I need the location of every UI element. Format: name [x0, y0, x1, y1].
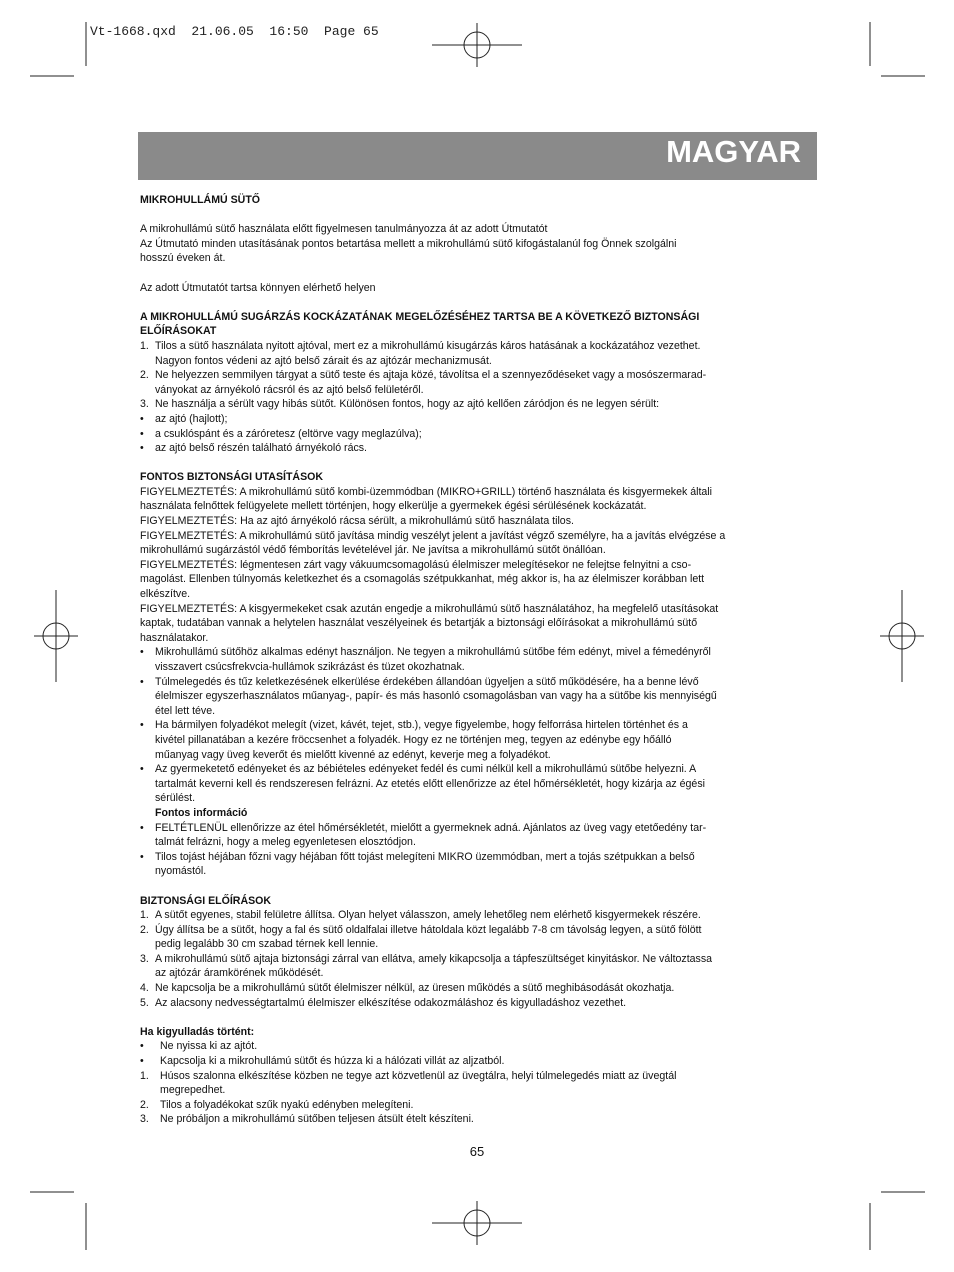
- safety-list-item: [140, 441, 820, 456]
- list-marker: 3.: [140, 952, 149, 965]
- list-item-line: sérülést.: [155, 792, 196, 805]
- list-marker: 3.: [140, 398, 149, 411]
- page-number: 65: [469, 1144, 485, 1159]
- list-marker: •: [140, 675, 144, 688]
- list-item-line: pedig legalább 30 cm szabad térnek kell lennie.: [155, 938, 379, 951]
- list-item-line: visszavert csúcsfrekvcia-hullámok szikrázást és tüzet okozhatnak.: [155, 661, 465, 673]
- list-item-line: Tilos tojást héjában főzni vagy héjában főtt tojást melegíteni MIKRO üzemmódban, mert a tojás szétpukkan a belső: [155, 850, 695, 863]
- section-title: MIKROHULLÁMÚ SÜTŐ: [140, 194, 261, 206]
- list-marker: •: [140, 442, 144, 455]
- list-item-line: nyomástól.: [155, 865, 207, 878]
- list-marker: 5.: [140, 996, 149, 1009]
- warning-line: elkészítve.: [140, 588, 191, 601]
- safety-list-item: [140, 339, 820, 368]
- registration-target-right: [880, 590, 924, 682]
- intro-line: A mikrohullámú sütő használata előtt figyelmesen tanulmányozza át az adott Útmutatót: [140, 223, 548, 236]
- list-marker: 1.: [140, 339, 149, 352]
- warning-line: FIGYELMEZTETÉS: A mikrohullámú sütő javítása mindig veszélyt jelent a javítást végző személyre, ha a javítás elvégzése a: [140, 529, 726, 542]
- intro-note: Az adott Útmutatót tartsa könnyen elérhető helyen: [140, 281, 376, 294]
- list-marker: •: [140, 1040, 144, 1053]
- list-item-line: FELTÉTLENÜL ellenőrizze az étel hőmérsékletét, mielőtt a gyermeknek adná. Ajánlatos az üveg vagy etetőedény tar-: [155, 821, 707, 834]
- section-heading: Ha kigyulladás történt:: [140, 1025, 255, 1038]
- list-marker: •: [140, 1055, 144, 1068]
- list-marker: •: [140, 427, 144, 440]
- list-marker: •: [140, 821, 144, 834]
- list-item-line: Nagyon fontos védeni az ajtó belső zárait és az ajtózár mechanizmusát.: [155, 354, 492, 367]
- list-item-line: étel lett téve.: [155, 704, 216, 717]
- list-item-line: Ne használja a sérült vagy hibás sütőt. Különösen fontos, hogy az ajtó kellően záródjon és ne legyen sérült:: [155, 398, 660, 411]
- registration-target-bottom: [432, 1201, 522, 1245]
- warning-line: FIGYELMEZTETÉS: légmentesen zárt vagy vákuumcsomagolású élelmiszer melegítésekor ne felejtse felnyitni a cso-: [140, 558, 692, 571]
- numbered-item: [140, 996, 820, 1011]
- section-heading: BIZTONSÁGI ELŐÍRÁSOK: [140, 894, 272, 907]
- subheading: Fontos információ: [155, 806, 248, 819]
- list-marker: •: [140, 850, 144, 863]
- list-item-line: Úgy állítsa be a sütőt, hogy a fal és sütő oldalfalai illetve hátoldala közt legalább 7-8 cm távolság legyen, a sütő fölött: [155, 923, 702, 936]
- list-item-line: a csuklóspánt és a záróretesz (eltörve vagy meglazúlva);: [155, 427, 422, 440]
- numbered-item: [140, 952, 820, 981]
- file-slug: Vt-1668.qxd 21.06.05 16:50 Page 65: [90, 24, 379, 39]
- list-item-line: Tilos a sütő használata nyitott ajtóval, mert ez a mikrohullámú kisugárzás káros hatásának a kockázatához vezethet.: [155, 339, 701, 352]
- fire-list-item: [140, 1098, 820, 1113]
- list-item-line: műanyag vagy üveg keverőt és mielőtt kivenné az edényt, keverje meg a folyadékot.: [155, 748, 551, 761]
- registration-target-left: [34, 590, 78, 682]
- list-marker: •: [140, 646, 144, 659]
- list-item-line: Húsos szalonna elkészítése közben ne tegye azt közvetlenül az üvegtálra, helyi túlmelegedés miatt az üvegtál: [160, 1069, 677, 1082]
- bullet-item: [140, 675, 820, 719]
- safety-list-item: [140, 397, 820, 412]
- numbered-item: [140, 981, 820, 996]
- warning-line: FIGYELMEZTETÉS: Ha az ajtó árnyékoló rácsa sérült, a mikrohullámú sütő használata tilos.: [140, 515, 574, 528]
- list-item-line: az ajtózár áramkörének működését.: [155, 967, 324, 980]
- bullet-item: [140, 821, 820, 850]
- intro-line: Az Útmutató minden utasításának pontos betartása mellett a mikrohullámú sütő kifogástalanúl fog Önnek szolgálni: [140, 237, 677, 250]
- list-marker: •: [140, 763, 144, 776]
- list-item-line: megrepedhet.: [160, 1084, 226, 1097]
- list-item-line: élelmiszer egyszerhasználatos műanyag-, papír- és más hasonló csomagolásban van vagy ha a sütőbe kis mennyiségű: [155, 690, 717, 703]
- banner-title: MAGYAR: [666, 134, 801, 169]
- list-item-line: Kapcsolja ki a mikrohullámú sütőt és húzza ki a hálózati villát az aljzatból.: [160, 1055, 505, 1068]
- list-marker: •: [140, 719, 144, 732]
- numbered-item: [140, 908, 820, 923]
- list-item-line: Mikrohullámú sütőhöz alkalmas edényt használjon. Ne tegyen a mikrohullámú sütőbe fém edényt, mivel a fémedényről: [155, 646, 711, 659]
- section-heading: FONTOS BIZTONSÁGI UTASÍTÁSOK: [140, 471, 324, 484]
- list-item-line: az ajtó belső részén található árnyékoló rács.: [155, 442, 367, 455]
- warning-line: FIGYELMEZTETÉS: A kisgyermekeket csak azután engedje a mikrohullámú sütő használatához, ha megfelelő utasításokat: [140, 602, 719, 615]
- list-marker: 1.: [140, 1069, 149, 1082]
- bullet-item: [140, 850, 820, 879]
- safety-list-item: [140, 368, 820, 397]
- list-item-line: Ha bármilyen folyadékot melegít (vizet, kávét, tejet, stb.), vegye figyelembe, hogy felforrása hirtelen történhet és a: [155, 719, 688, 732]
- list-item-line: Ne kapcsolja be a mikrohullámú sütőt élelmiszer nélkül, az üresen működés a sütő meghibásodását okozhatja.: [155, 982, 675, 995]
- safety-list-item: [140, 412, 820, 427]
- fire-list-item: [140, 1054, 820, 1069]
- document-body: [140, 193, 820, 1127]
- list-marker: 3.: [140, 1113, 149, 1126]
- intro-line: hosszú éveken át.: [140, 252, 226, 265]
- warning-line: FIGYELMEZTETÉS: A mikrohullámú sütő kombi-üzemmódban (MIKRO+GRILL) történő használata és kisgyermekek általi: [140, 485, 712, 498]
- list-item-line: Tilos a folyadékokat szűk nyakú edényben melegíteni.: [160, 1098, 414, 1111]
- list-item-line: Ne próbáljon a mikrohullámú sütőben teljesen átsült ételt készíteni.: [160, 1113, 474, 1126]
- list-item-line: kivétel pillanatában a kezére fröccsenhet a folyadék. Hogy ez ne történjen meg, tegyen az edénybe egy hőálló: [155, 733, 672, 746]
- warning-line: használatakor.: [140, 631, 209, 644]
- bullet-item: [140, 645, 820, 674]
- warning-line: kaptak, tudatában vannak a helytelen használat veszélyeinek és betartják a biztonsági előírásokat a mikrohullámú sütő: [140, 617, 698, 630]
- section-heading: ELŐÍRÁSOKAT: [140, 325, 217, 338]
- registration-target-top: [432, 23, 522, 67]
- list-item-line: Túlmelegedés és tűz keletkezésének elkerülése érdekében állandóan ügyeljen a sütő működésére, ha a benne lévő: [155, 675, 699, 688]
- list-item-line: tartalmát keverni kell és rendszeresen felrázni. Az etetés előtt ellenőrizze az étel hőmérsékletét, hogy kizárja az égési: [155, 777, 705, 790]
- list-marker: 2.: [140, 923, 149, 936]
- list-item-line: A sütőt egyenes, stabil felületre állítsa. Olyan helyet válasszon, amely lehetőleg nem elérhető kisgyermekek részére.: [155, 909, 701, 922]
- fire-list-item: [140, 1112, 820, 1127]
- warning-line: mikrohullámú sugárzástól védő fémborítás levételével jár. Ne javítsa a mikrohullámú sütőt önállóan.: [140, 544, 606, 557]
- list-item-line: az ajtó (hajlott);: [155, 412, 228, 425]
- language-banner: [138, 132, 817, 180]
- list-item-line: A mikrohullámú sütő ajtaja biztonsági zárral van ellátva, amely kikapcsolja a tápfeszültséget kinyitáskor. Ne változtassa: [155, 952, 713, 965]
- safety-list-item: [140, 427, 820, 442]
- list-item-line: Ne helyezzen semmilyen tárgyat a sütő teste és ajtaja közé, távolítsa el a szennyeződéseket vagy a mosószermarad-: [155, 369, 707, 382]
- list-item-line: Ne nyissa ki az ajtót.: [160, 1040, 258, 1053]
- list-marker: 2.: [140, 1098, 149, 1111]
- list-marker: •: [140, 412, 144, 425]
- warning-line: magolást. Ellenben túlnyomás keletkezhet és a csomagolás szétpukkanhat, még akkor is, ha az élelmiszer korábban lett: [140, 573, 705, 586]
- bullet-item: [140, 718, 820, 762]
- bullet-item: [140, 762, 820, 806]
- list-marker: 2.: [140, 369, 149, 382]
- fire-list-item: [140, 1069, 820, 1098]
- list-item-line: talmát felrázni, hogy a meleg egyenletesen elosztódjon.: [155, 836, 416, 849]
- list-item-line: Az gyermeketető edényeket és az bébiételes edényeket fedél és cumi nélkül kell a mikrohullámú sütőbe helyezni. A: [155, 763, 697, 776]
- list-marker: 4.: [140, 982, 149, 995]
- list-item-line: Az alacsony nedvességtartalmú élelmiszer elkészítése odakozmáláshoz és kigyulladáshoz vezethet.: [155, 996, 627, 1009]
- numbered-item: [140, 923, 820, 952]
- fire-list-item: [140, 1039, 820, 1054]
- section-heading: A MIKROHULLÁMÚ SUGÁRZÁS KOCKÁZATÁNAK MEGELŐZÉSÉHEZ TARTSA BE A KÖVETKEZŐ BIZTONSÁGI: [140, 310, 700, 323]
- warning-line: használata felnőttek felügyelete mellett történjen, hogy elkerülje a gyermekek égési sérülésének kockázatát.: [140, 500, 647, 513]
- list-item-line: ványokat az árnyékoló rácsról és az ajtó belső felületéről.: [155, 383, 424, 396]
- list-marker: 1.: [140, 909, 149, 922]
